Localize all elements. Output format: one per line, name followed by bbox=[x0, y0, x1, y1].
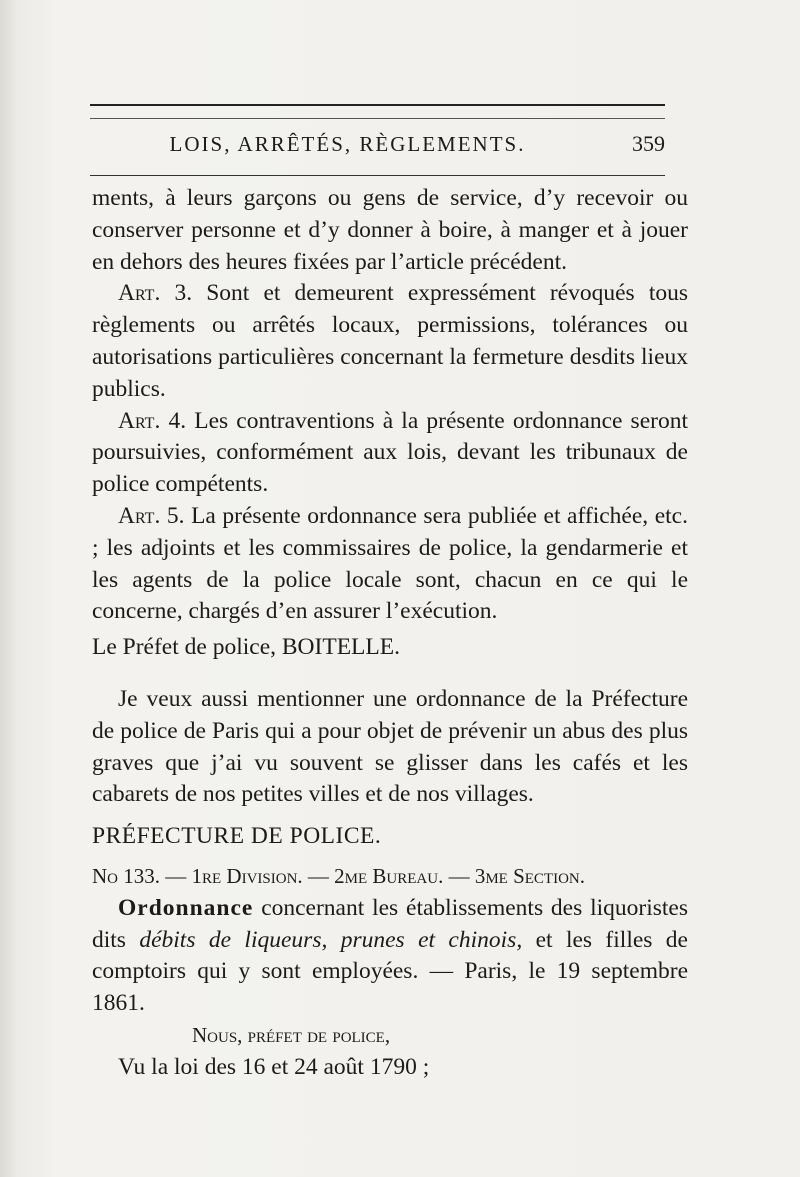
top-rule-thin bbox=[90, 118, 665, 119]
running-head: LOIS, ARRÊTÉS, RÈGLEMENTS. bbox=[169, 131, 526, 156]
article-text: Sont et demeurent expressément révoqués tous règlements ou arrêtés locaux, permissions, tolérances ou autorisations particulières concernant la fermeture desdits lieux publics. bbox=[92, 280, 688, 402]
article-4 bbox=[92, 406, 688, 501]
nous-line: Nous, préfet de police, bbox=[192, 1022, 391, 1047]
ordonnance-text-2: et les filles de comptoirs qui y sont employées. — Paris, le 19 septembre 1861. bbox=[92, 926, 688, 1017]
article-label: Art. 5. bbox=[118, 502, 185, 529]
article-label: Art. 3. bbox=[118, 280, 193, 307]
article-text: Les contraventions à la présente ordonnance seront poursuivies, conformément aux lois, devant les tribunaux de police compétents. bbox=[92, 407, 688, 498]
page-number: 359 bbox=[632, 131, 665, 156]
top-rule bbox=[90, 104, 665, 106]
signature: Le Préfet de police, BOITELLE. bbox=[92, 634, 400, 661]
ordonnance-paragraph bbox=[92, 893, 688, 1020]
spacer bbox=[92, 664, 688, 684]
ordonnance-italic: débits de liqueurs, prunes et chinois, bbox=[139, 926, 523, 953]
article-text: La présente ordonnance sera publiée et affichée, etc. ; les adjoints et les commissaires de police, la gendarmerie et les agents de la police locale sont, chacun en ce qui le concerne, chargés d’en assurer l’exécution. bbox=[92, 502, 688, 625]
ordonnance-text-1: concernant les établissements des liquoristes dits bbox=[92, 894, 688, 953]
article-label: Art. 4. bbox=[118, 407, 187, 434]
article-5 bbox=[92, 501, 688, 628]
paragraph-continuation: ments, à leurs garçons ou gens de service, d’y recevoir ou conserver personne et d’y donner à boire, à manger et à jouer en dehors des heures fixées par l’article précédent. bbox=[92, 185, 688, 275]
vu-la-loi: Vu la loi des 16 et 24 août 1790 ; bbox=[118, 1053, 430, 1080]
header-rule bbox=[90, 175, 665, 176]
ordonnance-word: Ordonnance bbox=[118, 894, 254, 921]
prefecture-heading: PRÉFECTURE DE POLICE. bbox=[92, 823, 382, 850]
article-3 bbox=[92, 278, 688, 405]
body-text bbox=[92, 183, 688, 1084]
division-line: No 133. — 1re Division. — 2me Bureau. — 3me Section. bbox=[92, 863, 585, 888]
page-header bbox=[90, 120, 665, 168]
paragraph-je-veux: Je veux aussi mentionner une ordonnance de la Préfecture de police de Paris qui a pour objet de prévenir un abus des plus graves que j’ai vu souvent se glisser dans les cafés et les cabarets de nos petites villes et de nos villages. bbox=[92, 685, 688, 808]
